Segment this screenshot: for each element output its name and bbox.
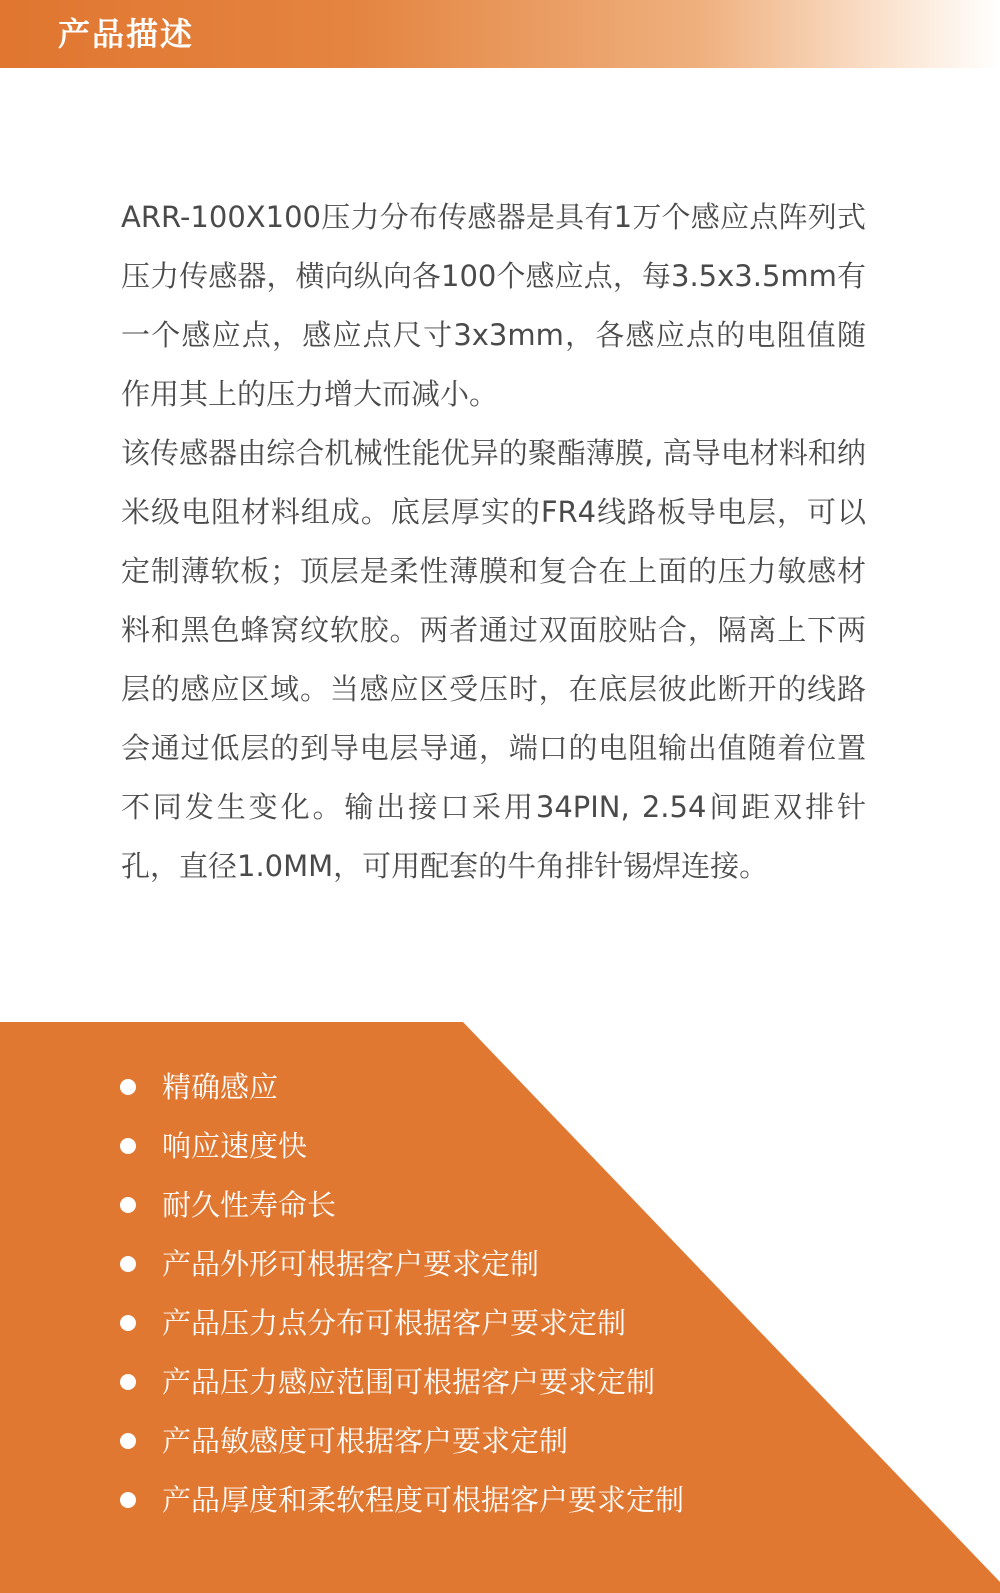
feature-label: 精确感应 [162, 1070, 279, 1104]
feature-label: 产品压力点分布可根据客户要求定制 [162, 1306, 627, 1340]
feature-item [120, 1117, 684, 1176]
feature-label: 产品压力感应范围可根据客户要求定制 [162, 1365, 656, 1399]
description-paragraph-2: 该传感器由综合机械性能优异的聚酯薄膜, 高导电材料和纳米级电阻材料组成。底层厚实的FR4线路板导电层，可以定制薄软板；顶层是柔性薄膜和复合在上面的压力敏感材料和黑色蜂窝纹软胶。两者通过双面胶贴合，隔离上下两层的感应区域。当感应区受压时，在底层彼此断开的线路会通过低层的到导电层导通，端口的电阻输出值随着位置不同发生变化。输出接口采用34PIN, 2.54间距双排针孔，直径1.0MM，可用配套的牛角排针锡焊连接。 [121, 436, 866, 883]
bullet-dot-icon [120, 1197, 136, 1213]
bullet-dot-icon [120, 1374, 136, 1390]
feature-label: 产品敏感度可根据客户要求定制 [162, 1424, 569, 1458]
feature-item [120, 1412, 684, 1471]
feature-item [120, 1471, 684, 1530]
feature-label: 响应速度快 [162, 1129, 308, 1163]
feature-list [120, 1058, 684, 1530]
feature-item [120, 1176, 684, 1235]
bullet-dot-icon [120, 1315, 136, 1331]
feature-label: 耐久性寿命长 [162, 1188, 337, 1222]
bullet-dot-icon [120, 1256, 136, 1272]
description-paragraph-1: ARR-100X100压力分布传感器是具有1万个感应点阵列式压力传感器，横向纵向各100个感应点，每3.5x3.5mm有一个感应点，感应点尺寸3x3mm，各感应点的电阻值随作用其上的压力增大而减小。 [121, 200, 866, 411]
feature-label: 产品厚度和柔软程度可根据客户要求定制 [162, 1483, 685, 1517]
bullet-dot-icon [120, 1433, 136, 1449]
section-title: 产品描述 [58, 15, 195, 53]
feature-item [120, 1353, 684, 1412]
bullet-dot-icon [120, 1492, 136, 1508]
product-description [121, 188, 866, 896]
bullet-dot-icon [120, 1138, 136, 1154]
feature-item [120, 1294, 684, 1353]
feature-label: 产品外形可根据客户要求定制 [162, 1247, 540, 1281]
bullet-dot-icon [120, 1079, 136, 1095]
feature-item [120, 1058, 684, 1117]
header-bar [0, 0, 1000, 68]
feature-item [120, 1235, 684, 1294]
